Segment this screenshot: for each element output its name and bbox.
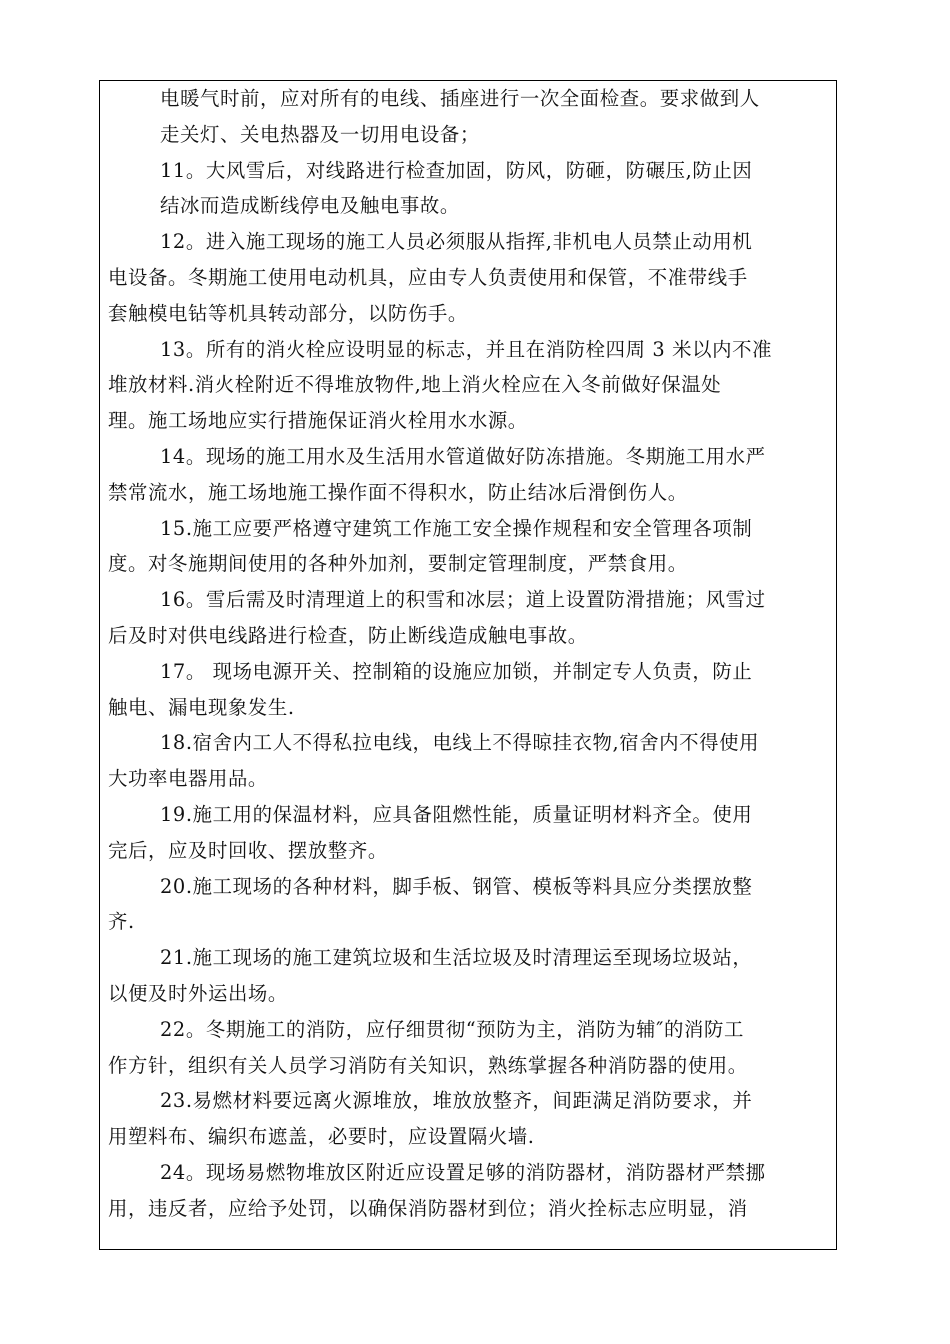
text-line: 15.施工应要严格遵守建筑工作施工安全操作规程和安全管理各项制 <box>160 516 753 540</box>
text-line: 24。现场易燃物堆放区附近应设置足够的消防器材，消防器材严禁挪 <box>160 1160 766 1184</box>
text-line: 电设备。冬期施工使用电动机具，应由专人负责使用和保管，不准带线手 <box>108 265 748 289</box>
text-line: 14。现场的施工用水及生活用水管道做好防冻措施。冬期施工用水严 <box>160 444 766 468</box>
text-line: 禁常流水，施工场地施工操作面不得积水，防止结冰后滑倒伤人。 <box>108 480 688 504</box>
text-line: 19.施工用的保温材料，应具备阻燃性能，质量证明材料齐全。使用 <box>160 802 753 826</box>
text-line: 18.宿舍内工人不得私拉电线，电线上不得晾挂衣物,宿舍内不得使用 <box>160 731 760 755</box>
text-line: 堆放材料.消火栓附近不得堆放物件,地上消火栓应在入冬前做好保温处 <box>108 373 722 397</box>
text-line: 度。对冬施期间使用的各种外加剂，要制定管理制度，严禁食用。 <box>108 552 688 576</box>
text-line: 13。所有的消火栓应设明显的标志，并且在消防栓四周 3 米以内不准 <box>160 337 773 361</box>
text-line: 22。冬期施工的消防，应仔细贯彻“预防为主，消防为辅″的消防工 <box>160 1017 744 1041</box>
text-line: 用塑料布、编织布遮盖，必要时，应设置隔火墙. <box>108 1125 535 1149</box>
text-line: 21.施工现场的施工建筑垃圾和生活垃圾及时清理运至现场垃圾站， <box>160 946 753 970</box>
text-line: 走关灯、关电热器及一切用电设备； <box>160 122 480 146</box>
text-line: 23.易燃材料要远离火源堆放，堆放放整齐，间距满足消防要求，并 <box>160 1089 753 1113</box>
text-line: 套触模电钻等机具转动部分，以防伤手。 <box>108 301 468 325</box>
text-line: 以便及时外运出场。 <box>108 981 288 1005</box>
text-line: 11。大风雪后，对线路进行检查加固，防风，防砸，防碾压,防止因 <box>160 158 753 182</box>
document-body <box>108 81 830 1227</box>
text-line: 作方针，组织有关人员学习消防有关知识，熟练掌握各种消防器的使用。 <box>108 1053 748 1077</box>
text-line: 12。进入施工现场的施工人员必须服从指挥,非机电人员禁止动用机 <box>160 230 753 254</box>
text-line: 17。 现场电源开关、控制箱的设施应加锁，并制定专人负责，防止 <box>160 659 753 683</box>
text-line: 完后，应及时回收、摆放整齐。 <box>108 838 388 862</box>
document-table-cell <box>99 80 837 1250</box>
text-line: 16。雪后需及时清理道上的积雪和冰层；道上设置防滑措施；风雪过 <box>160 588 766 612</box>
text-line: 理。施工场地应实行措施保证消火栓用水水源。 <box>108 409 528 433</box>
text-line: 结冰而造成断线停电及触电事故。 <box>160 194 460 218</box>
text-line: 大功率电器用品。 <box>108 767 268 791</box>
text-line: 用，违反者，应给予处罚，以确保消防器材到位；消火拴标志应明显，消 <box>108 1196 748 1220</box>
text-line: 后及时对供电线路进行检查，防止断线造成触电事故。 <box>108 623 588 647</box>
text-line: 触电、漏电现象发生. <box>108 695 295 719</box>
text-line: 电暖气时前，应对所有的电线、插座进行一次全面检查。要求做到人 <box>160 87 760 110</box>
text-line: 齐. <box>108 910 135 934</box>
text-line: 20.施工现场的各种材料，脚手板、钢管、模板等料具应分类摆放整 <box>160 874 753 898</box>
